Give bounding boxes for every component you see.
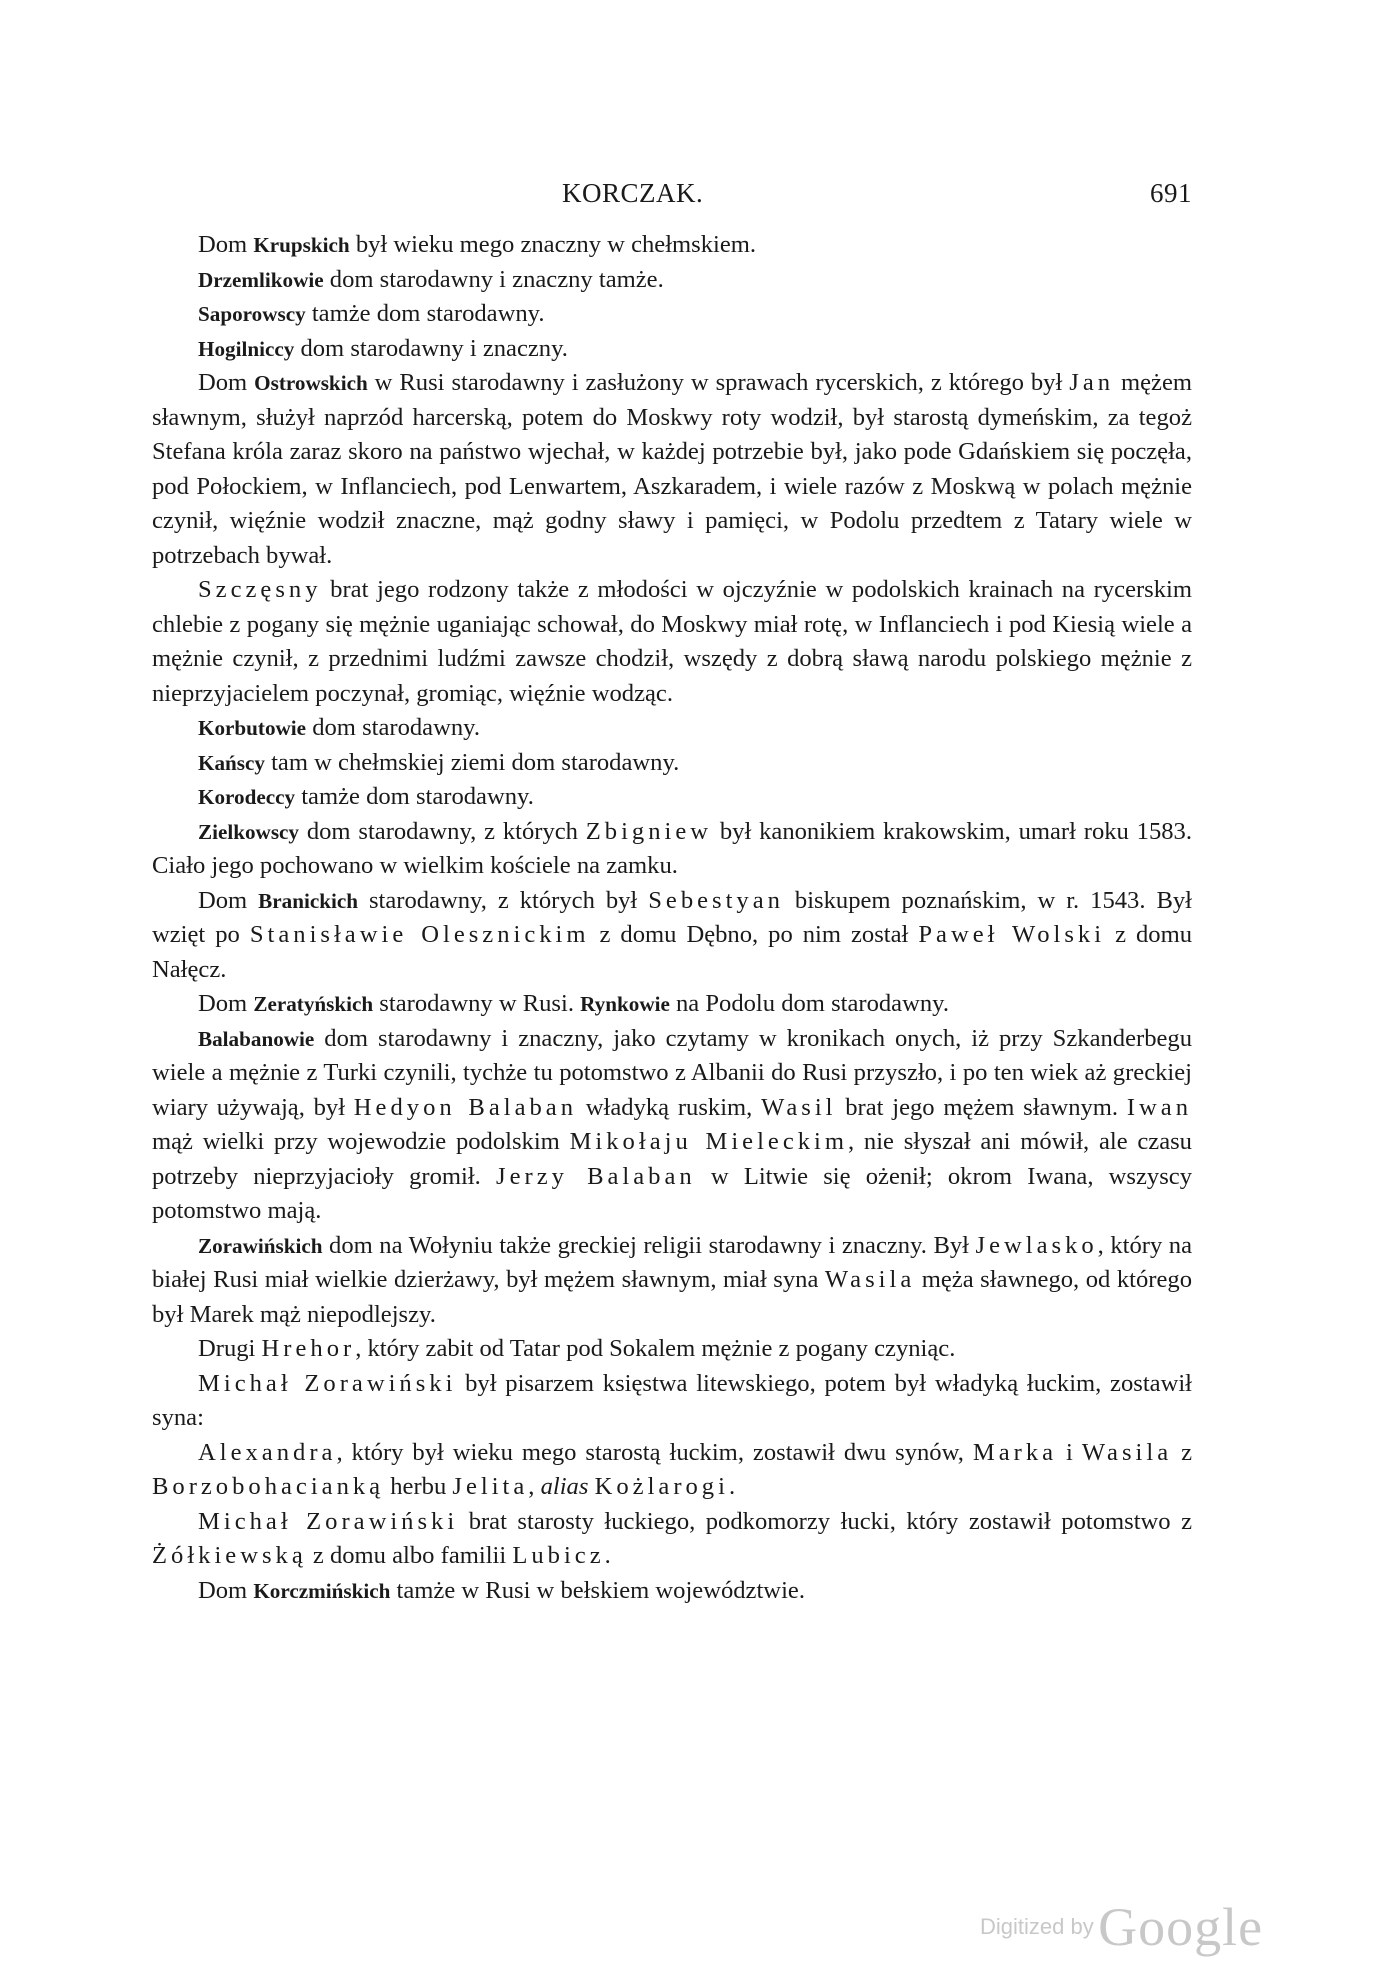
house-name: Drzemlikowie: [198, 267, 324, 292]
text-run: , który na białej Rusi miał wielkie dzierżawy, był mężem sławnym, miał syna: [152, 1231, 1192, 1293]
text-run: starodawny, z których był: [358, 886, 649, 914]
person-name: Kożlarogi: [594, 1473, 729, 1500]
house-name: Hogilniccy: [198, 336, 295, 361]
person-name: Iwan: [1126, 1093, 1193, 1121]
house-name: Balabanowie: [198, 1026, 315, 1051]
text-run: w Rusi starodawny i zasłużony w sprawach rycerskich, z którego był: [367, 369, 1070, 396]
person-name: Wasila: [1081, 1438, 1173, 1466]
paragraph-entry-kanscy: [152, 746, 1192, 781]
person-name: Jan: [1069, 369, 1115, 396]
text-run: z domu Nałęcz.: [152, 921, 1192, 983]
house-name: Kańscy: [198, 750, 265, 775]
text-run: biskupem poznańskim, w r. 1543. Był wzięt po: [152, 886, 1192, 948]
text-run: z domu Dębno, po nim został: [589, 921, 919, 948]
text-run: tam w chełmskiej ziemi dom starodawny.: [264, 748, 680, 776]
google-logo: Google: [1098, 1897, 1264, 1957]
paragraph-entry-zeratynscy: [152, 987, 1192, 1022]
paragraph-entry-krupski: [152, 228, 1192, 263]
text-run: dom starodawny i znaczny, jako czytamy w kronikach onych, iż przy Szkanderbegu wiele a mężnie z Turki czynili, tychże tu potomstwo z Albanii do Rusi przyszło, i po ten wiek aż greckiej wiary używają, był: [152, 1024, 1192, 1121]
text-run: był kanonikiem krakowskim, umarł roku 1583. Ciało jego pochowano w wielkim kościele na zamku.: [152, 817, 1192, 879]
paragraph-entry-michal-1: [152, 1367, 1192, 1436]
watermark-label: Digitized by: [980, 1914, 1094, 1939]
text-run: .: [728, 1473, 736, 1500]
house-name: Zeratyńskich: [253, 992, 374, 1016]
text-run: alias: [540, 1473, 589, 1500]
person-name: Michał Zorawiński: [198, 1369, 457, 1397]
person-name: Wasil: [761, 1093, 837, 1121]
house-name: Zielkowscy: [198, 819, 300, 844]
text-run: Dom: [198, 990, 254, 1017]
house-name: Korczmińskich: [253, 1578, 391, 1603]
text-run: dom starodawny.: [306, 714, 480, 741]
person-name: Stanisławie Olesznickim: [249, 921, 590, 948]
paragraph-entry-korbutowie: [152, 711, 1192, 746]
person-name: Jerzy Balaban: [496, 1162, 696, 1190]
text-run: dom starodawny i znaczny tamże.: [323, 265, 664, 293]
paragraph-entry-hrehor: [152, 1332, 1192, 1367]
text-run: z: [1172, 1438, 1192, 1466]
body-text: [152, 228, 1192, 1608]
person-name: Hrehor: [261, 1335, 356, 1362]
text-run: w Litwie się ożenił; okrom Iwana, wszyscy potomstwo mają.: [152, 1162, 1192, 1224]
running-title: KORCZAK.: [562, 178, 704, 208]
paragraph-entry-alexandra: [152, 1436, 1192, 1505]
house-name: Rynkowie: [580, 992, 670, 1016]
paragraph-entry-korczminscy: [152, 1574, 1192, 1609]
running-head: [152, 178, 1192, 214]
text-run: dom starodawny i znaczny.: [294, 334, 568, 362]
person-name: Wasila: [824, 1266, 916, 1293]
book-page: [152, 178, 1192, 1608]
paragraph-entry-drzemlikowie: [152, 263, 1192, 298]
text-run: .: [604, 1542, 611, 1569]
text-run: Dom: [198, 886, 259, 914]
text-run: Dom: [198, 231, 254, 258]
person-name: Hedyon Balaban: [353, 1093, 578, 1121]
text-run: Dom: [198, 369, 255, 396]
text-run: brat jego rodzony także z młodości w ojczyźnie w podolskich krainach na rycerskim chlebie z pogany się mężnie uganiając schował, do Moskwy miał rotę, w Inflanciech i pod Kiesią wiele a mężnie czynił, z przednimi ludźmi zawsze chodził, wszędy z dobrą sławą narodu polskiego mężnie z nieprzyjacielem poczynał, gromiąc, więźnie wodząc.: [152, 576, 1192, 707]
house-name: Ostrowskich: [254, 371, 368, 395]
paragraph-entry-balabanowie: [152, 1022, 1192, 1229]
text-run: dom starodawny, z których: [299, 817, 586, 845]
text-run: dom na Wołyniu także greckiej religii starodawny i znaczny. Był: [322, 1231, 976, 1259]
text-run: mężem sławnym, służył naprzód harcerską, potem do Moskwy roty wodził, był starostą dymeńskim, za tegoż Stefana króla zaraz skoro na państwo wjechał, w każdej potrzebie był, jako pode Gdańskiem się poczęła, pod Połockiem, w Inflanciech, pod Lenwartem, Aszkaradem, i wiele razów z Moskwą w polach mężnie czynił, więźnie wodził znaczne, mąż godny sławy i pamięci, w Podolu przedtem z Tatary wiele w potrzebach bywał.: [152, 369, 1193, 569]
person-name: Szczęsny: [198, 576, 322, 603]
text-run: , który był wieku mego starostą łuckim, zostawił dwu synów,: [336, 1438, 973, 1466]
text-run: herbu: [384, 1473, 453, 1500]
text-run: brat jego mężem sławnym.: [836, 1093, 1127, 1121]
house-name: Saporowscy: [198, 302, 306, 326]
paragraph-entry-szczesny: [152, 573, 1192, 711]
text-run: ,: [528, 1473, 541, 1500]
person-name: Zbigniew: [585, 817, 713, 845]
paragraph-entry-branieccy: [152, 884, 1192, 988]
page-number: 691: [1150, 178, 1192, 208]
house-name: Zorawińskich: [198, 1233, 323, 1258]
text-run: był wieku mego znaczny w chełmskiem.: [349, 231, 757, 258]
text-run: starodawny w Rusi.: [373, 990, 581, 1017]
person-name: Borzobohacianką: [152, 1473, 385, 1500]
text-run: , nie słyszał ani mówił, ale czasu potrzeby nieprzyjacioły gromił.: [152, 1128, 1192, 1190]
paragraph-entry-hogilniccy: [152, 332, 1192, 367]
text-run: Dom: [198, 1576, 254, 1604]
house-name: Korodeccy: [198, 785, 296, 809]
text-run: , który zabit od Tatar pod Sokalem mężnie z pogany czyniąc.: [355, 1335, 956, 1362]
paragraph-entry-zielkowscy: [152, 815, 1192, 884]
person-name: Mikołaju Mieleckim: [569, 1128, 849, 1155]
text-run: mąż wielki przy wojewodzie podolskim: [152, 1128, 570, 1155]
paragraph-entry-korodeccy: [152, 780, 1192, 815]
person-name: Jewlasko: [975, 1231, 1098, 1259]
text-run: męża sławnego, od którego był Marek mąż niepodlejszy.: [152, 1266, 1192, 1328]
person-name: Michał Zorawiński: [198, 1507, 459, 1535]
text-run: brat starosty łuckiego, podkomorzy łucki, który zostawił potomstwo z: [458, 1507, 1193, 1535]
text-run: Drugi: [198, 1335, 262, 1362]
person-name: Lubicz: [512, 1542, 605, 1569]
paragraph-entry-zorawinscy: [152, 1229, 1192, 1333]
text-run: tamże dom starodawny.: [295, 783, 534, 810]
text-run: na Podolu dom starodawny.: [669, 990, 949, 1017]
house-name: Krupskich: [253, 233, 350, 257]
person-name: Sebestyan: [648, 886, 784, 914]
text-run: tamże dom starodawny.: [305, 300, 545, 327]
text-run: władyką ruskim,: [577, 1093, 762, 1121]
text-run: był pisarzem księstwa litewskiego, potem był władyką łuckim, zostawił syna:: [152, 1369, 1192, 1431]
person-name: Paweł Wolski: [918, 921, 1106, 948]
person-name: Alexandra: [198, 1438, 337, 1466]
paragraph-entry-saporowscy: [152, 297, 1192, 332]
text-run: z domu albo familii: [306, 1542, 513, 1569]
person-name: Marka: [972, 1438, 1058, 1466]
text-run: tamże w Rusi w bełskiem województwie.: [390, 1576, 805, 1604]
paragraph-entry-ostrowscy: [152, 366, 1192, 573]
house-name: Korbutowie: [198, 716, 307, 740]
person-name: Żółkiewską: [152, 1542, 307, 1569]
digitized-watermark: [980, 1896, 1263, 1958]
person-name: Jelita: [452, 1473, 529, 1500]
house-name: Branickich: [258, 888, 358, 913]
text-run: i: [1057, 1438, 1082, 1466]
paragraph-entry-michal-2: [152, 1505, 1192, 1574]
